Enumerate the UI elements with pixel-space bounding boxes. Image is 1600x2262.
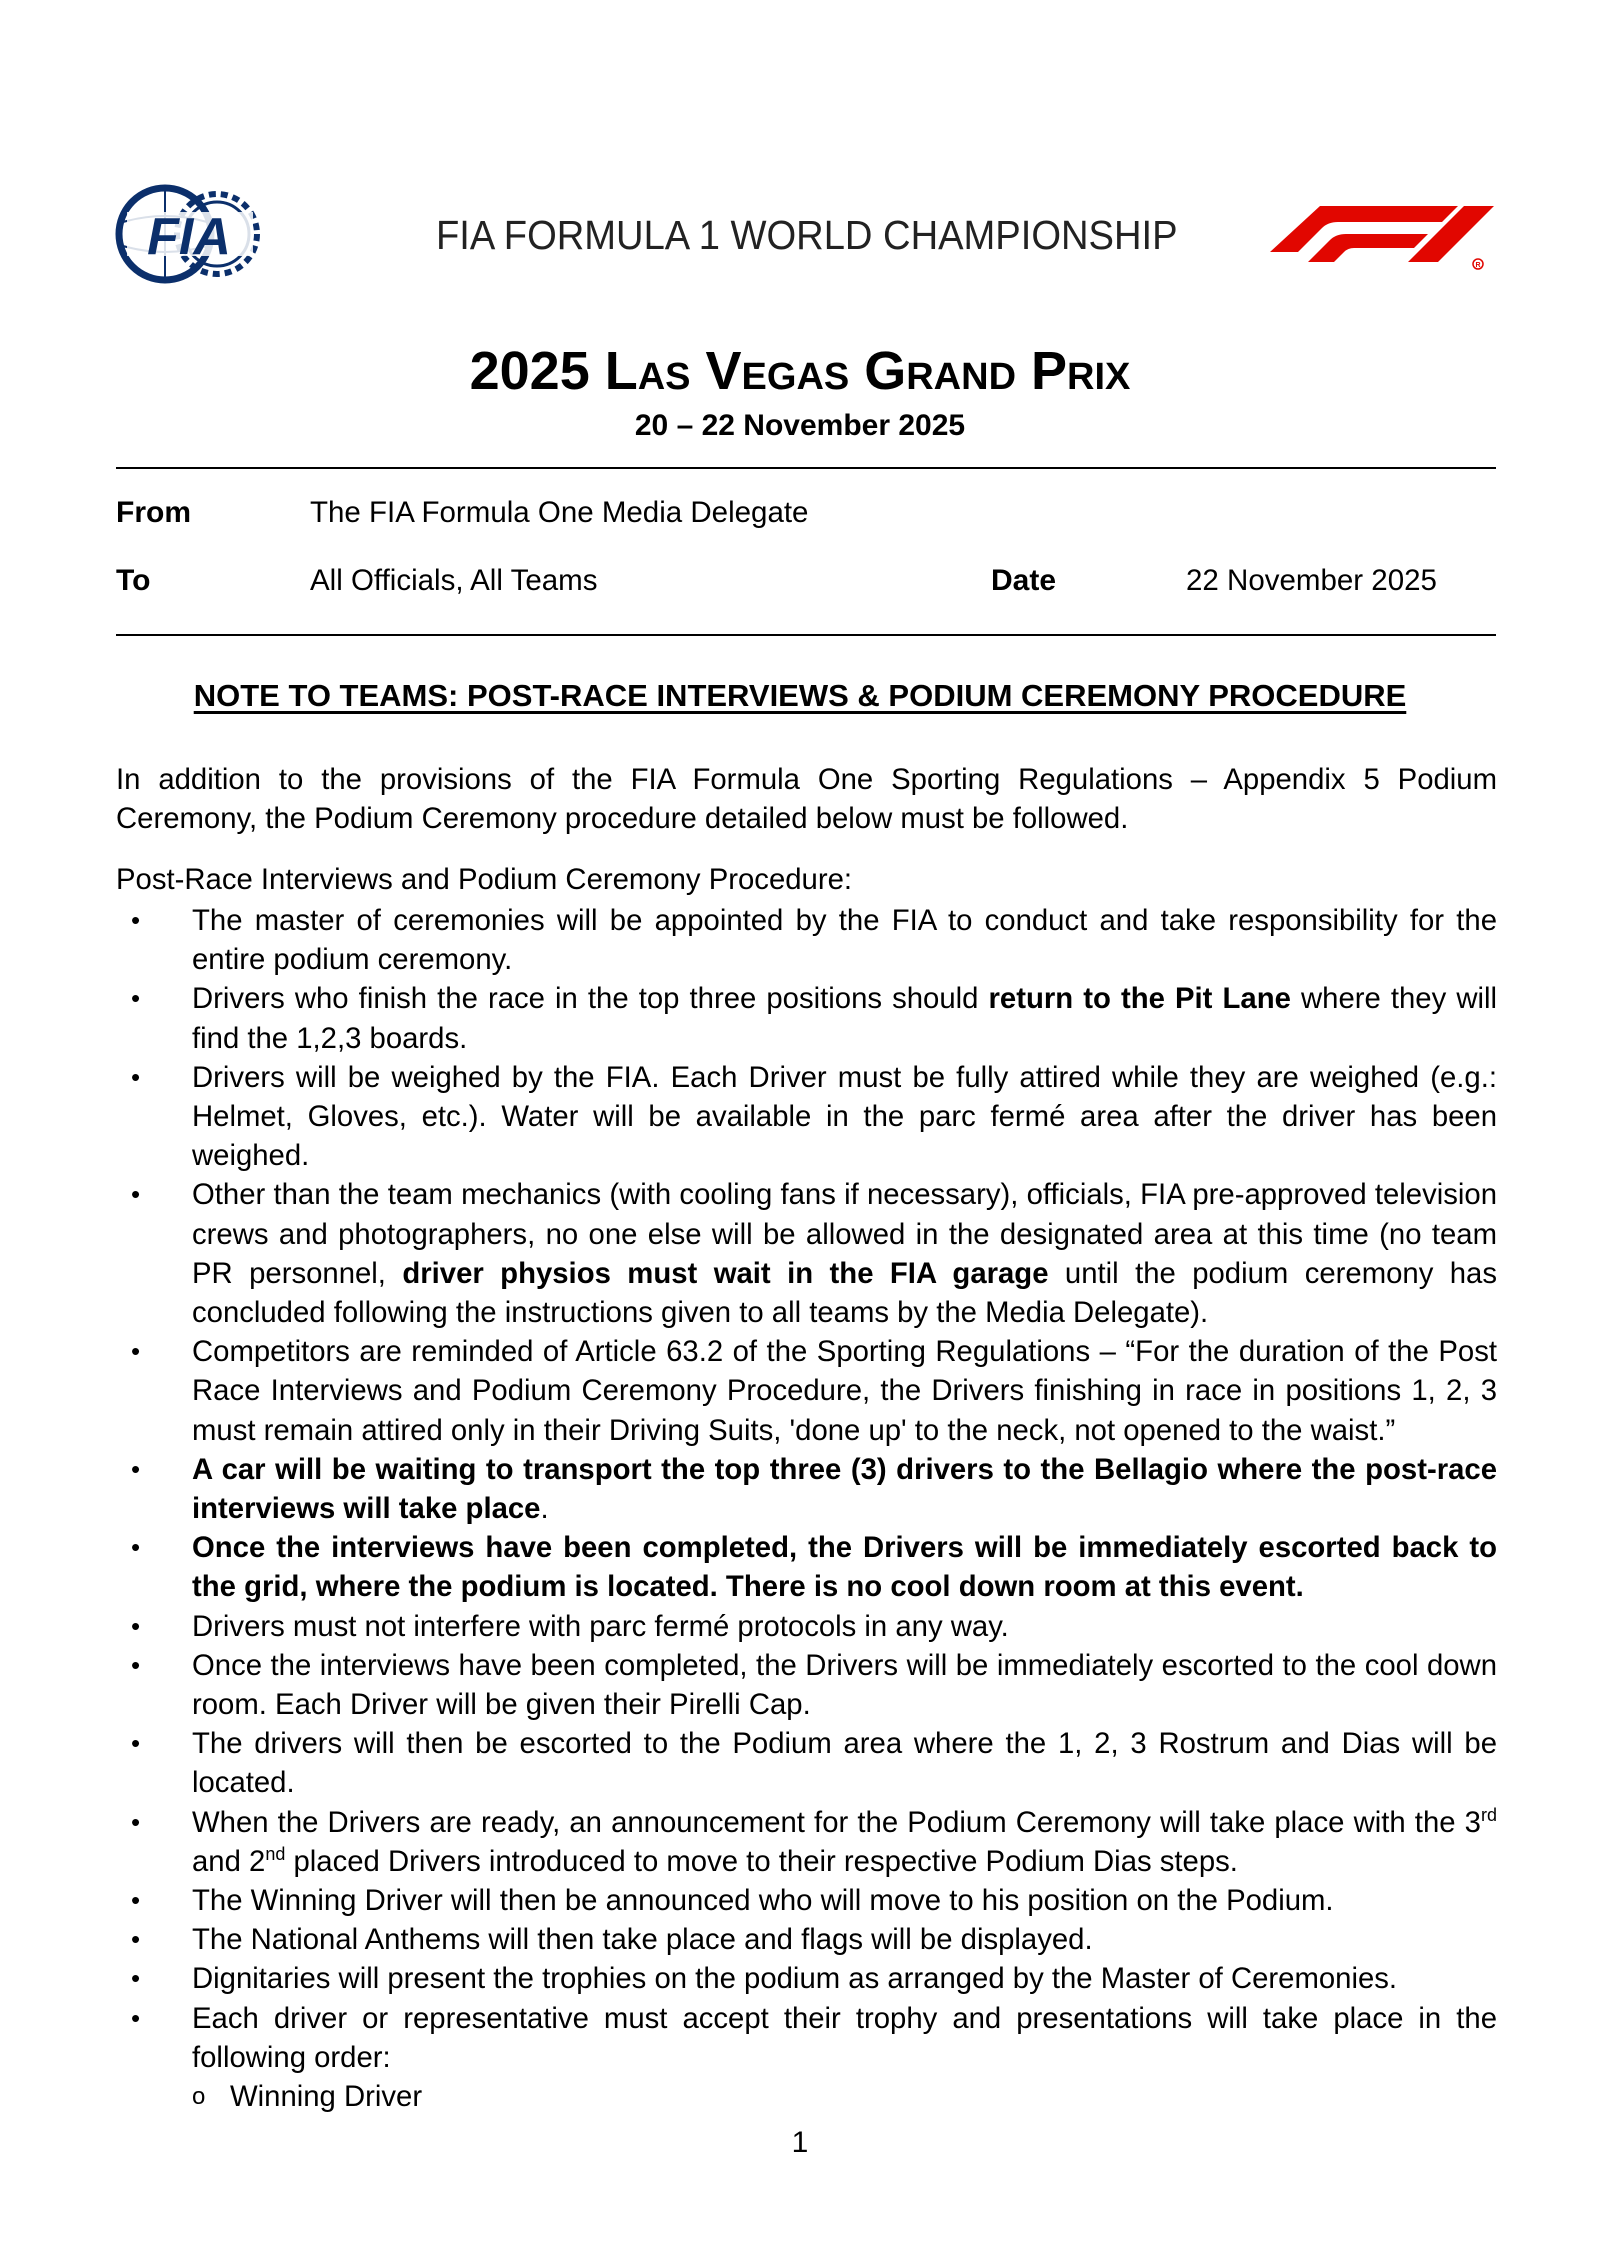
sub-list-item: o Winning Driver xyxy=(192,2077,1497,2116)
svg-text:R: R xyxy=(1475,262,1481,269)
list-item: • Once the interviews have been completed, the Drivers will be immediately escorted to the cool down room. Each Driver will be given their Pirelli Cap. xyxy=(116,1646,1497,1724)
list-item: • Dignitaries will present the trophies on the podium as arranged by the Master of Ceremonies. xyxy=(116,1959,1497,1998)
procedure-list xyxy=(116,901,1497,2116)
presentation-order-list xyxy=(192,2077,1497,2116)
document-heading: NOTE TO TEAMS: POST-RACE INTERVIEWS & PODIUM CEREMONY PROCEDURE xyxy=(193,678,1407,713)
fia-logo-text: FIA xyxy=(147,208,231,266)
list-item: • A car will be waiting to transport the top three (3) drivers to the Bellagio where the post-race interviews will take place. xyxy=(116,1450,1497,1528)
list-item: • The Winning Driver will then be announced who will move to his position on the Podium. xyxy=(116,1881,1497,1920)
date-value: 22 November 2025 xyxy=(1186,564,1437,597)
procedure-heading: Post-Race Interviews and Podium Ceremony Procedure: xyxy=(116,863,853,896)
list-item: • Once the interviews have been completed, the Drivers will be immediately escorted back to the grid, where the podium is located. There is no cool down room at this event. xyxy=(116,1528,1497,1606)
list-item: • Other than the team mechanics (with cooling fans if necessary), officials, FIA pre-approved television crews and photographers, no one else will be allowed in the designated area at this time (no team PR personnel, driver physios must wait in the FIA garage until the podium ceremony has concluded following the instructions given to all teams by the Media Delegate). xyxy=(116,1175,1497,1332)
page-number: 1 xyxy=(791,2126,809,2159)
date-label: Date xyxy=(991,564,1057,597)
divider-top xyxy=(116,467,1496,469)
list-item: • Drivers who finish the race in the top three positions should return to the Pit Lane where they will find the 1,2,3 boards. xyxy=(116,979,1497,1057)
divider-bottom xyxy=(116,634,1496,636)
list-item: • Each driver or representative must accept their trophy and presentations will take place in the following order: o Winning Driver xyxy=(116,1999,1497,2117)
list-item: • The National Anthems will then take place and flags will be displayed. xyxy=(116,1920,1497,1959)
list-item: • Drivers must not interfere with parc fermé protocols in any way. xyxy=(116,1607,1497,1646)
intro-paragraph: In addition to the provisions of the FIA Formula One Sporting Regulations – Appendix 5 Podium Ceremony, the Podium Ceremony procedure detailed below must be followed. xyxy=(116,763,1497,835)
from-value: The FIA Formula One Media Delegate xyxy=(310,496,809,529)
list-item: • When the Drivers are ready, an announcement for the Podium Ceremony will take place with the 3rd and 2nd placed Drivers introduced to move to their respective Podium Dias steps. xyxy=(116,1803,1497,1881)
list-item: • Competitors are reminded of Article 63.2 of the Sporting Regulations – “For the duration of the Post Race Interviews and Podium Ceremony Procedure, the Drivers finishing in race in positions 1, 2, 3 must remain attired only in their Driving Suits, 'done up' to the neck, not opened to the waist.” xyxy=(116,1332,1497,1450)
list-item: • Drivers will be weighed by the FIA. Each Driver must be fully attired while they are weighed (e.g.: Helmet, Gloves, etc.). Water will be available in the parc fermé area after the driver has been weighed. xyxy=(116,1058,1497,1176)
f1-logo xyxy=(1268,206,1498,270)
event-dates: 20 – 22 November 2025 xyxy=(634,409,966,442)
fia-logo xyxy=(113,182,269,286)
list-item: • The master of ceremonies will be appointed by the FIA to conduct and take responsibility for the entire podium ceremony. xyxy=(116,901,1497,979)
to-label: To xyxy=(116,564,151,597)
championship-title: FIA FORMULA 1 WORLD CHAMPIONSHIP xyxy=(436,212,1178,258)
from-label: From xyxy=(116,496,191,529)
to-value: All Officials, All Teams xyxy=(310,564,598,597)
event-title xyxy=(0,340,1600,402)
event-name: Las Vegas Grand Prix xyxy=(604,341,1131,401)
event-year: 2025 xyxy=(469,341,590,401)
list-item: • The drivers will then be escorted to the Podium area where the 1, 2, 3 Rostrum and Dias will be located. xyxy=(116,1724,1497,1802)
